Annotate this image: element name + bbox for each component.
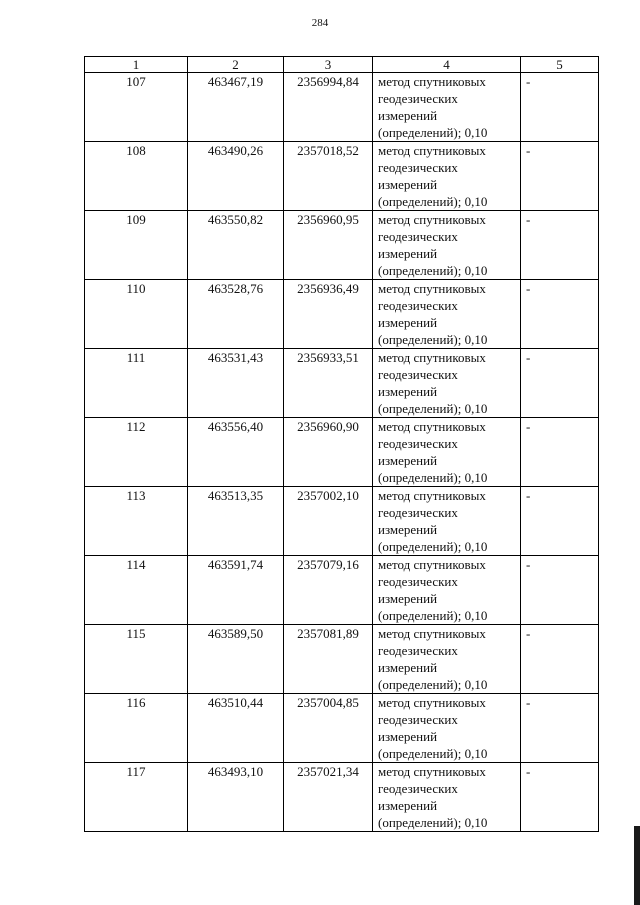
point-number-cell: 111 [85,349,188,418]
table-row [85,211,599,280]
table-row [85,73,599,142]
method-cell: метод спутниковых геодезических измерений (определений); 0,10 [373,73,521,142]
table-row [85,694,599,763]
table-row [85,487,599,556]
method-cell: метод спутниковых геодезических измерений (определений); 0,10 [373,625,521,694]
note-cell: - [521,142,599,211]
column-header-1: 1 [85,57,188,73]
y-coordinate-cell: 2356994,84 [284,73,373,142]
note-cell: - [521,211,599,280]
note-cell: - [521,349,599,418]
table-row [85,349,599,418]
y-coordinate-cell: 2357079,16 [284,556,373,625]
column-header-3: 3 [284,57,373,73]
table-row [85,280,599,349]
x-coordinate-cell: 463493,10 [188,763,284,832]
note-cell: - [521,280,599,349]
table-row [85,142,599,211]
point-number-cell: 116 [85,694,188,763]
point-number-cell: 114 [85,556,188,625]
coordinates-table [84,56,599,832]
x-coordinate-cell: 463528,76 [188,280,284,349]
column-header-2: 2 [188,57,284,73]
column-header-4: 4 [373,57,521,73]
y-coordinate-cell: 2357021,34 [284,763,373,832]
y-coordinate-cell: 2357004,85 [284,694,373,763]
point-number-cell: 109 [85,211,188,280]
method-cell: метод спутниковых геодезических измерений (определений); 0,10 [373,556,521,625]
note-cell: - [521,694,599,763]
point-number-cell: 115 [85,625,188,694]
page-number: 284 [311,17,329,29]
method-cell: метод спутниковых геодезических измерений (определений); 0,10 [373,349,521,418]
x-coordinate-cell: 463591,74 [188,556,284,625]
point-number-cell: 112 [85,418,188,487]
note-cell: - [521,487,599,556]
x-coordinate-cell: 463513,35 [188,487,284,556]
x-coordinate-cell: 463467,19 [188,73,284,142]
table-body [85,73,599,832]
point-number-cell: 107 [85,73,188,142]
note-cell: - [521,73,599,142]
y-coordinate-cell: 2356960,95 [284,211,373,280]
method-cell: метод спутниковых геодезических измерений (определений); 0,10 [373,418,521,487]
x-coordinate-cell: 463556,40 [188,418,284,487]
y-coordinate-cell: 2356960,90 [284,418,373,487]
table-row [85,556,599,625]
point-number-cell: 108 [85,142,188,211]
scan-edge-mark [634,826,640,905]
y-coordinate-cell: 2356936,49 [284,280,373,349]
x-coordinate-cell: 463531,43 [188,349,284,418]
point-number-cell: 117 [85,763,188,832]
table-row [85,763,599,832]
method-cell: метод спутниковых геодезических измерений (определений); 0,10 [373,487,521,556]
note-cell: - [521,763,599,832]
method-cell: метод спутниковых геодезических измерений (определений); 0,10 [373,280,521,349]
note-cell: - [521,556,599,625]
y-coordinate-cell: 2357081,89 [284,625,373,694]
x-coordinate-cell: 463490,26 [188,142,284,211]
x-coordinate-cell: 463550,82 [188,211,284,280]
x-coordinate-cell: 463589,50 [188,625,284,694]
column-header-5: 5 [521,57,599,73]
point-number-cell: 113 [85,487,188,556]
method-cell: метод спутниковых геодезических измерений (определений); 0,10 [373,142,521,211]
method-cell: метод спутниковых геодезических измерений (определений); 0,10 [373,694,521,763]
method-cell: метод спутниковых геодезических измерений (определений); 0,10 [373,211,521,280]
note-cell: - [521,418,599,487]
y-coordinate-cell: 2356933,51 [284,349,373,418]
table-row [85,418,599,487]
x-coordinate-cell: 463510,44 [188,694,284,763]
table-row [85,625,599,694]
point-number-cell: 110 [85,280,188,349]
y-coordinate-cell: 2357018,52 [284,142,373,211]
y-coordinate-cell: 2357002,10 [284,487,373,556]
note-cell: - [521,625,599,694]
header-row [85,57,599,73]
method-cell: метод спутниковых геодезических измерений (определений); 0,10 [373,763,521,832]
table-header [85,57,599,73]
